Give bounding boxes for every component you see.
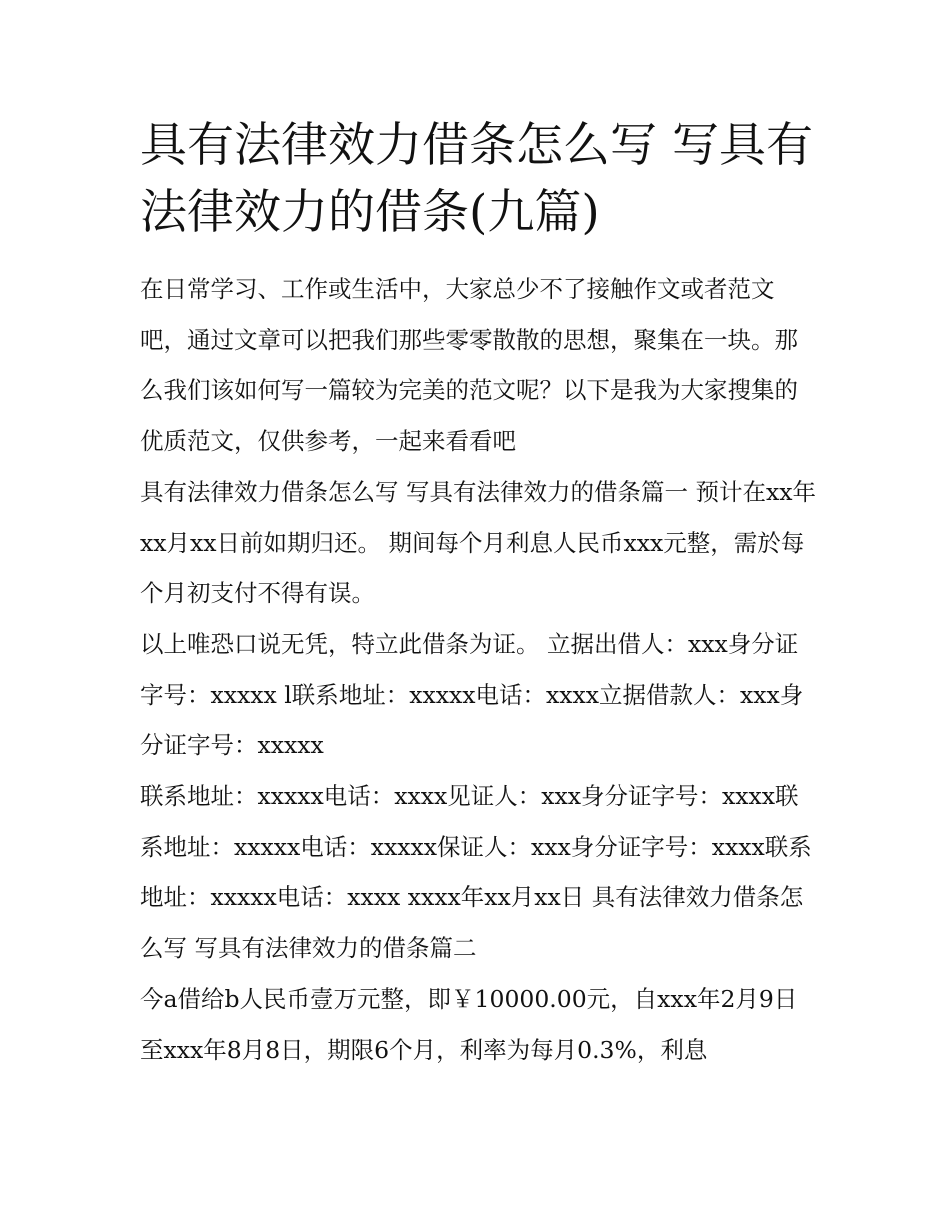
section-two-paragraph: 今a借给b人民币壹万元整，即￥10000.00元，自xxx年2月9日至xxx年8月8日，期限6个月，利率为每月0.3%，利息 bbox=[140, 984, 798, 1064]
contact-witness-paragraph: 联系地址：xxxxx电话：xxxx见证人：xxx身分证字号：xxxx联系地址：xxxxx电话：xxxxx保证人：xxx身分证字号：xxxx联系地址：xxxxx电话：xxxx xxxx年xx月xx日 具有法律效力借条怎么写 写具有法律效力的借条篇二 bbox=[140, 782, 812, 963]
document-body bbox=[140, 112, 820, 1075]
section-one-paragraph: 具有法律效力借条怎么写 写具有法律效力的借条篇一 预计在xx年xx月xx日前如期归还。 期间每个月利息人民币xxx元整，需於每个月初支付不得有误。 bbox=[140, 477, 816, 608]
signature-parties-paragraph: 以上唯恐口说无凭，特立此借条为证。 立据出借人：xxx身分证字号：xxxxx l联系地址：xxxxx电话：xxxx立据借款人：xxx身分证字号：xxxxx bbox=[140, 629, 804, 760]
intro-paragraph: 在日常学习、工作或生活中，大家总少不了接触作文或者范文吧，通过文章可以把我们那些零零散散的思想，聚集在一块。那么我们该如何写一篇较为完美的范文呢？以下是我为大家搜集的优质范文，仅供参考，一起来看看吧 bbox=[140, 275, 798, 456]
document-title: 具有法律效力借条怎么写 写具有法律效力的借条(九篇) bbox=[140, 118, 813, 240]
